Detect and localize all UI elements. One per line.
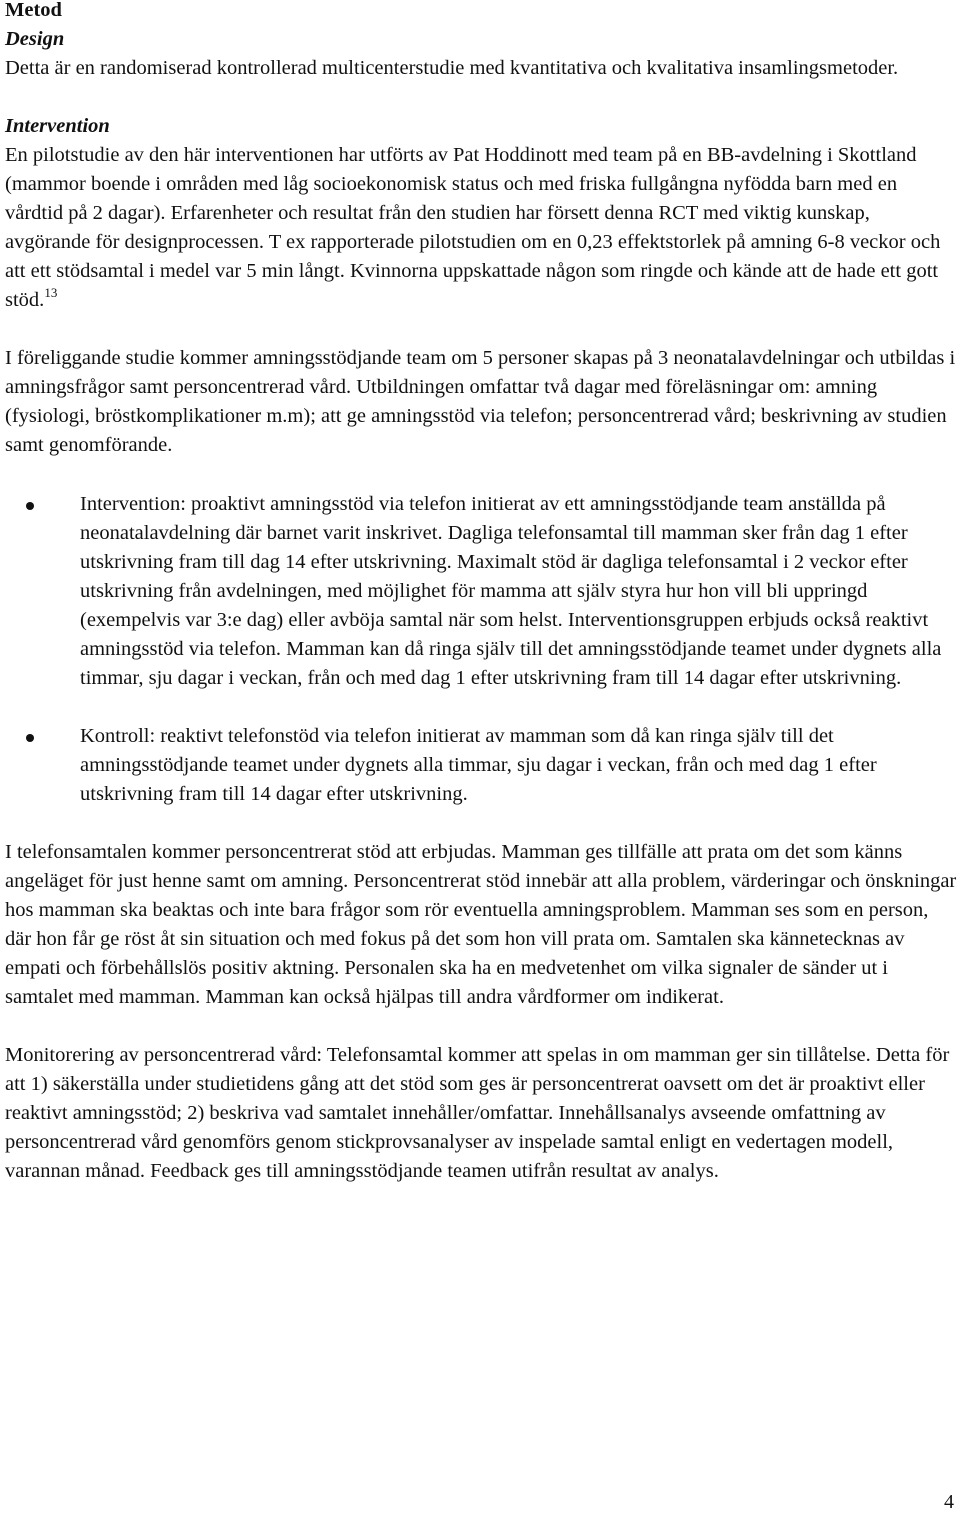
citation-superscript: 13 [44,285,58,300]
page-number: 4 [944,1491,954,1513]
group-bullet-list [5,490,957,809]
bullet-kontroll [5,722,957,809]
document-page [5,0,957,1186]
intervention-paragraph [5,141,957,315]
monitorering-paragraph: Monitorering av personcentrerad vård: Telefonsamtal kommer att spelas in om mamman ger sin tillåtelse. Detta för att 1) säkerställa under studietidens gång att det stöd som ges är personcentrerat oavsett om det är proaktivt eller reaktivt amningsstöd; 2) beskriva vad samtalet innehåller/omfattar. Innehållsanalys avseende omfattning av personcentrerad vård genomförs genom stickprovsanalyser av inspelade samtal enligt en vedertagen modell, varannan månad. Feedback ges till amningsstödjande teamen utifrån resultat av analys. [5,1044,950,1182]
bullet-text: Intervention: proaktivt amningsstöd via telefon initierat av ett amningsstödjande team anställda på neonatalavdelning där barnet varit inskrivet. Dagliga telefonsamtal till mamman sker från dag 1 efter utskrivning fram till dag 14 efter utskrivning. Maximalt stöd är dagliga telefonsamtal i 2 veckor efter utskrivning från avdelningen, med möjlighet för mamma att själv styra hur hon vill bli uppringd (exempelvis var 3:e dag) eller avböja samtal när som helst. Interventionsgruppen erbjuds också reaktivt amningsstöd via telefon. Mamman kan då ringa själv till det amningsstödjande teamet under dygnets alla timmar, sju dagar i veckan, från och med dag 1 efter utskrivning fram till 14 dagar efter utskrivning. [80,493,942,689]
intervention-text: En pilotstudie av den här interventionen har utförts av Pat Hoddinott med team på en BB-avdelning i Skottland (mammor boende i områden med låg socioekonomisk status och med friska fullgångna nyfödda barn med en vårdtid på 2 dagar). Erfarenheter och resultat från den studien har försett denna RCT med viktig kunskap, avgörande för designprocessen. T ex rapporterade pilotstudien om en 0,23 effektstorlek på amning 6-8 veckor och att ett stödsamtal i medel var 5 min långt. Kvinnorna uppskattade någon som ringde och kände att de hade ett gott stöd. [5,144,941,311]
bullet-intervention [5,490,957,693]
bullet-dot-icon [26,502,34,510]
telefonsamtal-paragraph: I telefonsamtalen kommer personcentrerat stöd att erbjudas. Mamman ges tillfälle att prata om det som känns angeläget för just henne samt om amning. Personcentrerat stöd innebär att alla problem, värderingar och önskningar hos mamman ska beaktas och inte bara frågor som rör eventuella amningsproblem. Mamman ses som en person, där hon får ge röst åt sin situation och med fokus på det som hon vill prata om. Samtalen ska kännetecknas av empati och förbehållslös positiv aktning. Personalen ska ha en medvetenhet om vilka signaler de sänder ut i samtalet med mamman. Mamman kan också hjälpas till andra vårdformer om indikerat. [5,841,957,1008]
bullet-dot-icon [26,734,34,742]
subheading-design: Design [5,28,65,50]
bullet-text: Kontroll: reaktivt telefonstöd via telefon initierat av mamman som då kan ringa själv till det amningsstödjande teamet under dygnets alla timmar, sju dagar i veckan, från och med dag 1 efter utskrivning fram till 14 dagar efter utskrivning. [80,725,877,805]
design-paragraph: Detta är en randomiserad kontrollerad multicenterstudie med kvantitativa och kvalitativa insamlingsmetoder. [5,57,899,79]
section-heading-metod: Metod [5,0,62,21]
team-paragraph: I föreliggande studie kommer amningsstödjande team om 5 personer skapas på 3 neonatalavdelningar och utbildas i amningsfrågor samt personcentrerad vård. Utbildningen omfattar två dagar med föreläsningar om: amning (fysiologi, bröstkomplikationer m.m); att ge amningsstöd via telefon; personcentrerad vård; beskrivning av studien samt genomförande. [5,347,956,456]
subheading-intervention: Intervention [5,115,110,137]
